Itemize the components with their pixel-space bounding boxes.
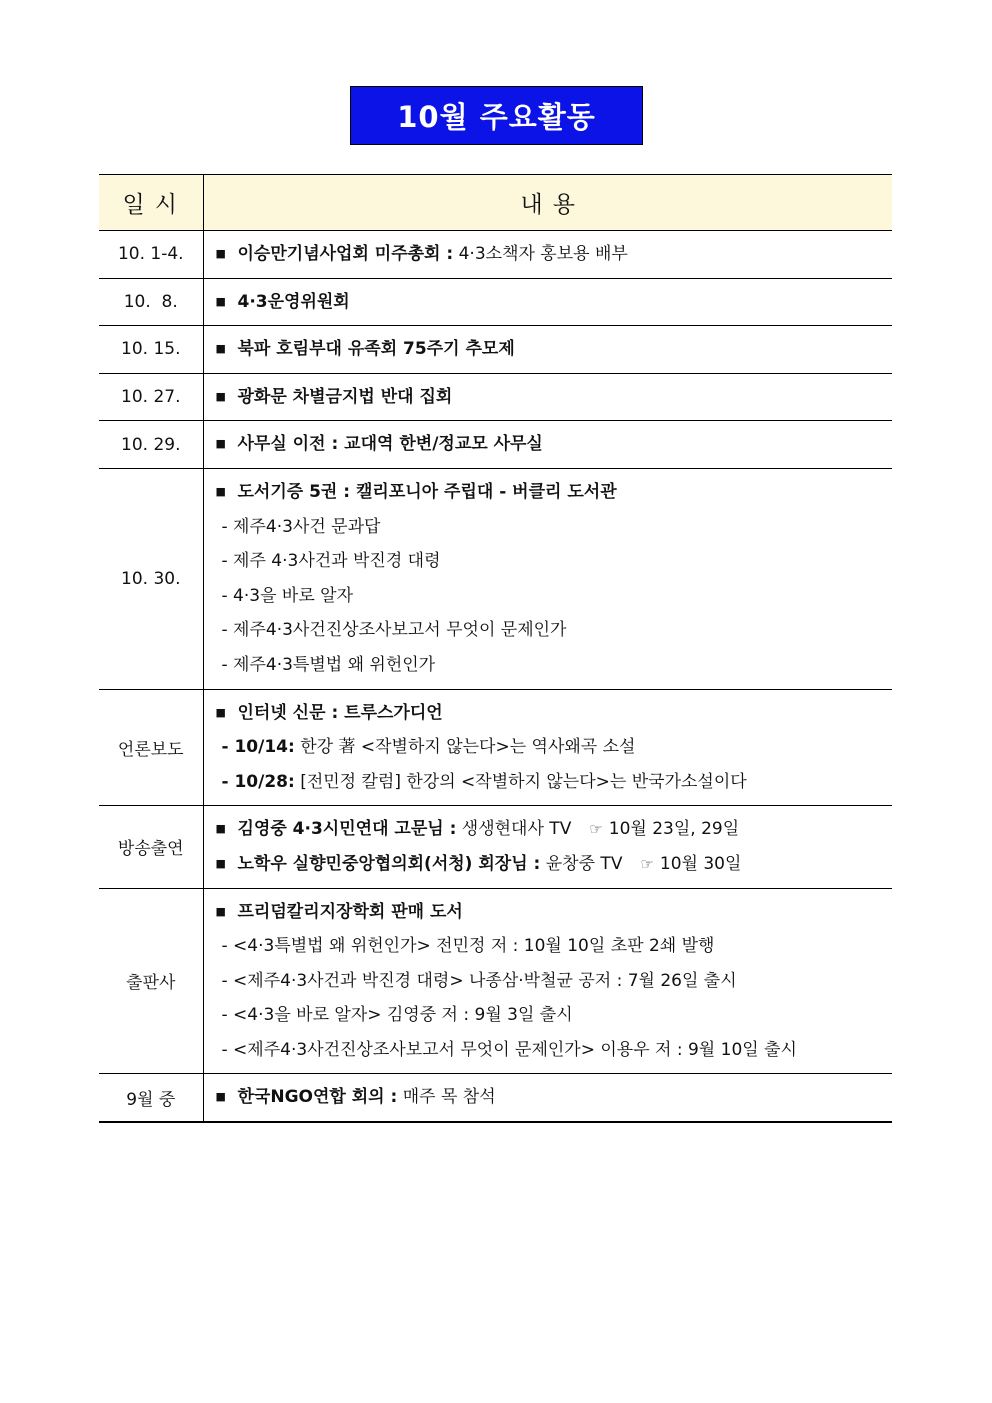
sub-list-item	[216, 730, 893, 765]
sub-list-item: - 4·3을 바로 알자	[221, 585, 353, 606]
row-date: 10. 15.	[99, 326, 203, 374]
item-bold-text: 프리덤칼리지장학회 판매 도서	[237, 901, 463, 922]
sub-list-item: - <4·3을 바로 알자> 김영중 저 : 9월 3일 출시	[221, 1005, 573, 1026]
sub-list-item	[216, 765, 893, 800]
row-content	[203, 888, 892, 1074]
item-bold-text: 광화문 차별금지법 반대 집회	[237, 386, 453, 407]
list-item	[216, 696, 893, 731]
schedule-table	[99, 174, 892, 1123]
content-column-header: 내용	[203, 175, 892, 231]
row-content	[203, 689, 892, 806]
table-row	[99, 468, 892, 689]
press-date: - 10/28:	[221, 771, 295, 792]
item-bold-text: 도서기증 5권 : 캘리포니아 주립대 - 버클리 도서관	[237, 481, 617, 502]
item-bold-text: 노학우 실향민중앙협의회(서청) 회장님 :	[237, 853, 541, 874]
press-date: - 10/14:	[221, 737, 295, 758]
list-item	[216, 1080, 893, 1115]
page-title: 10월 주요활동	[350, 86, 643, 145]
list-item	[216, 285, 893, 320]
list-item	[216, 895, 893, 930]
row-content	[203, 326, 892, 374]
item-text: 윤창중 TV	[540, 853, 623, 874]
list-item	[216, 380, 893, 415]
row-date: 10. 1-4.	[99, 231, 203, 279]
list-item	[216, 427, 893, 462]
row-date: 10. 29.	[99, 421, 203, 469]
item-bold-text: 한국NGO연합 회의 :	[237, 1087, 398, 1108]
sub-list-item: - <4·3특별법 왜 위헌인가> 전민정 저 : 10월 10일 초판 2쇄 발행	[221, 936, 715, 957]
row-date: 10. 27.	[99, 373, 203, 421]
item-bold-text: 4·3운영위원회	[237, 291, 350, 312]
item-bold-text: 김영중 4·3시민연대 고문님 :	[237, 819, 457, 840]
list-item	[216, 237, 893, 272]
table-row	[99, 806, 892, 888]
list-item	[216, 812, 893, 847]
row-content	[203, 278, 892, 326]
row-date: 출판사	[99, 888, 203, 1074]
press-text: 한강 著 <작별하지 않는다>는 역사왜곡 소설	[294, 737, 636, 758]
row-content	[203, 421, 892, 469]
row-date: 언론보도	[99, 689, 203, 806]
sub-list-item: - <제주4·3사건과 박진경 대령> 나종삼·박철균 공저 : 7월 26일 출시	[221, 970, 737, 991]
row-date: 10. 8.	[99, 278, 203, 326]
table-row	[99, 231, 892, 279]
pointing-hand-icon: ☞	[640, 854, 654, 873]
row-content	[203, 1074, 892, 1122]
item-bold-text: 인터넷 신문 : 트루스가디언	[237, 702, 443, 723]
table-row	[99, 421, 892, 469]
row-content	[203, 231, 892, 279]
table-row	[99, 689, 892, 806]
table-row	[99, 1074, 892, 1122]
sub-list-item: - 제주4·3특별법 왜 위헌인가	[221, 654, 436, 675]
list-item	[216, 847, 893, 882]
row-content	[203, 373, 892, 421]
broadcast-dates: 10월 30일	[659, 853, 742, 874]
list-item	[216, 475, 893, 510]
row-content	[203, 806, 892, 888]
item-bold-text: 이승만기념사업회 미주총회 :	[237, 244, 454, 264]
sub-list-item: - 제주4·3사건진상조사보고서 무엇이 문제인가	[221, 620, 567, 641]
table-row	[99, 278, 892, 326]
item-text: 생생현대사 TV	[456, 819, 572, 840]
broadcast-dates: 10월 23일, 29일	[608, 819, 740, 840]
sub-list-item: - 제주 4·3사건과 박진경 대령	[221, 551, 441, 572]
sub-list-item: - 제주4·3사건 문과답	[221, 516, 381, 537]
date-column-header: 일시	[99, 175, 203, 231]
table-header-row	[99, 175, 892, 231]
sub-list-item: - <제주4·3사건진상조사보고서 무엇이 문제인가> 이용우 저 : 9월 10일 출시	[221, 1039, 797, 1060]
table-row	[99, 326, 892, 374]
table-row	[99, 373, 892, 421]
row-date: 9월 중	[99, 1074, 203, 1122]
row-content	[203, 468, 892, 689]
press-text: [전민정 칼럼] 한강의 <작별하지 않는다>는 반국가소설이다	[294, 771, 747, 792]
item-bold-text: 사무실 이전 : 교대역 한변/정교모 사무실	[237, 434, 543, 455]
list-item	[216, 332, 893, 367]
item-text: 매주 목 참석	[397, 1087, 496, 1108]
item-bold-text: 북파 호림부대 유족회 75주기 추모제	[237, 339, 515, 360]
pointing-hand-icon: ☞	[589, 820, 603, 839]
table-row	[99, 888, 892, 1074]
row-date: 방송출연	[99, 806, 203, 888]
item-text: 4·3소책자 홍보용 배부	[453, 244, 628, 264]
row-date: 10. 30.	[99, 468, 203, 689]
